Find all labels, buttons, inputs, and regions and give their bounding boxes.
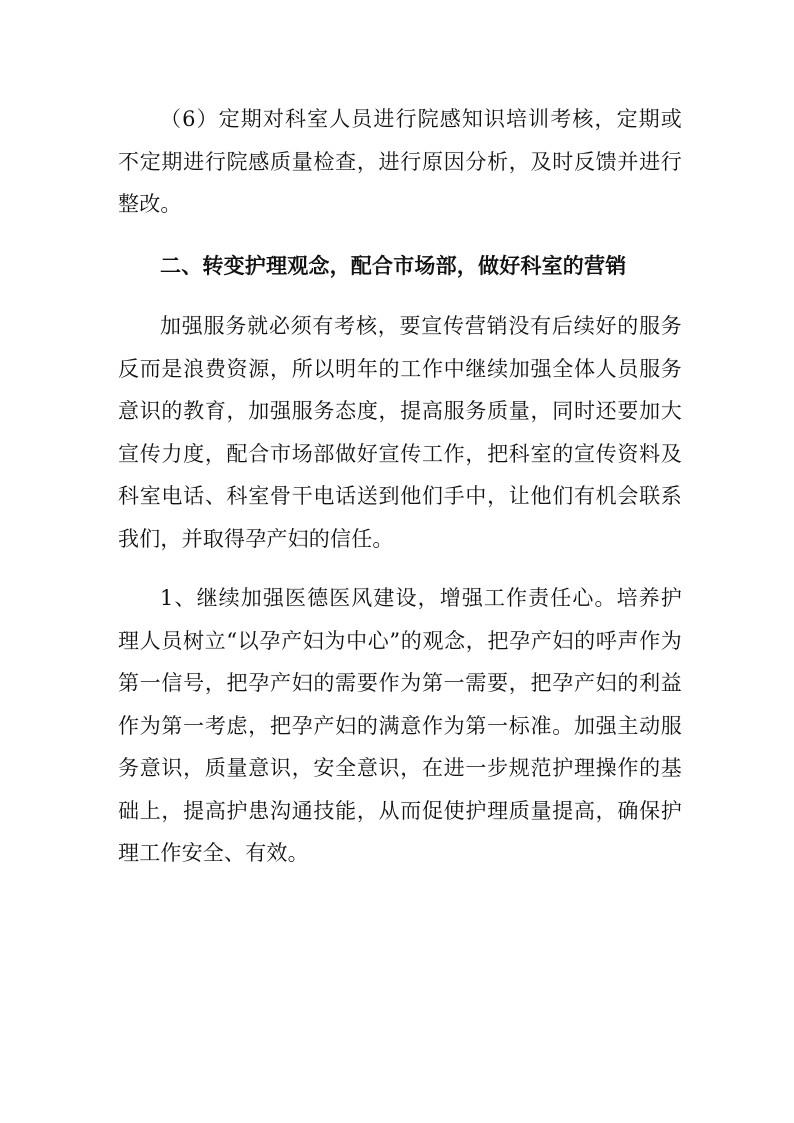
paragraph-item-1-ethics: 1、继续加强医德医风建设，增强工作责任心。培养护理人员树立“以孕产妇为中心”的观念，把孕产妇的呼声作为第一信号，把孕产妇的需要作为第一需要，把孕产妇的利益作为第一考虑，把孕产妇的满意作为第一标准。加强主动服务意识，质量意识，安全意识，在进一步规范护理操作的基础上，提高护患沟通技能，从而促使护理质量提高，确保护理工作安全、有效。	[118, 586, 682, 865]
section-heading-marketing: 二、转变护理观念，配合市场部，做好科室的营销	[160, 252, 627, 278]
paragraph-training-assessment: （6）定期对科室人员进行院感知识培训考核，定期或不定期进行院感质量检查，进行原因分析，及时反馈并进行整改。	[118, 107, 682, 216]
document-page	[118, 98, 682, 875]
paragraph-service-promotion: 加强服务就必须有考核，要宣传营销没有后续好的服务反而是浪费资源，所以明年的工作中继续加强全体人员服务意识的教育，加强服务态度，提高服务质量，同时还要加大宣传力度，配合市场部做好宣传工作，把科室的宣传资料及科室电话、科室骨干电话送到他们手中，让他们有机会联系我们，并取得孕产妇的信任。	[118, 314, 682, 551]
